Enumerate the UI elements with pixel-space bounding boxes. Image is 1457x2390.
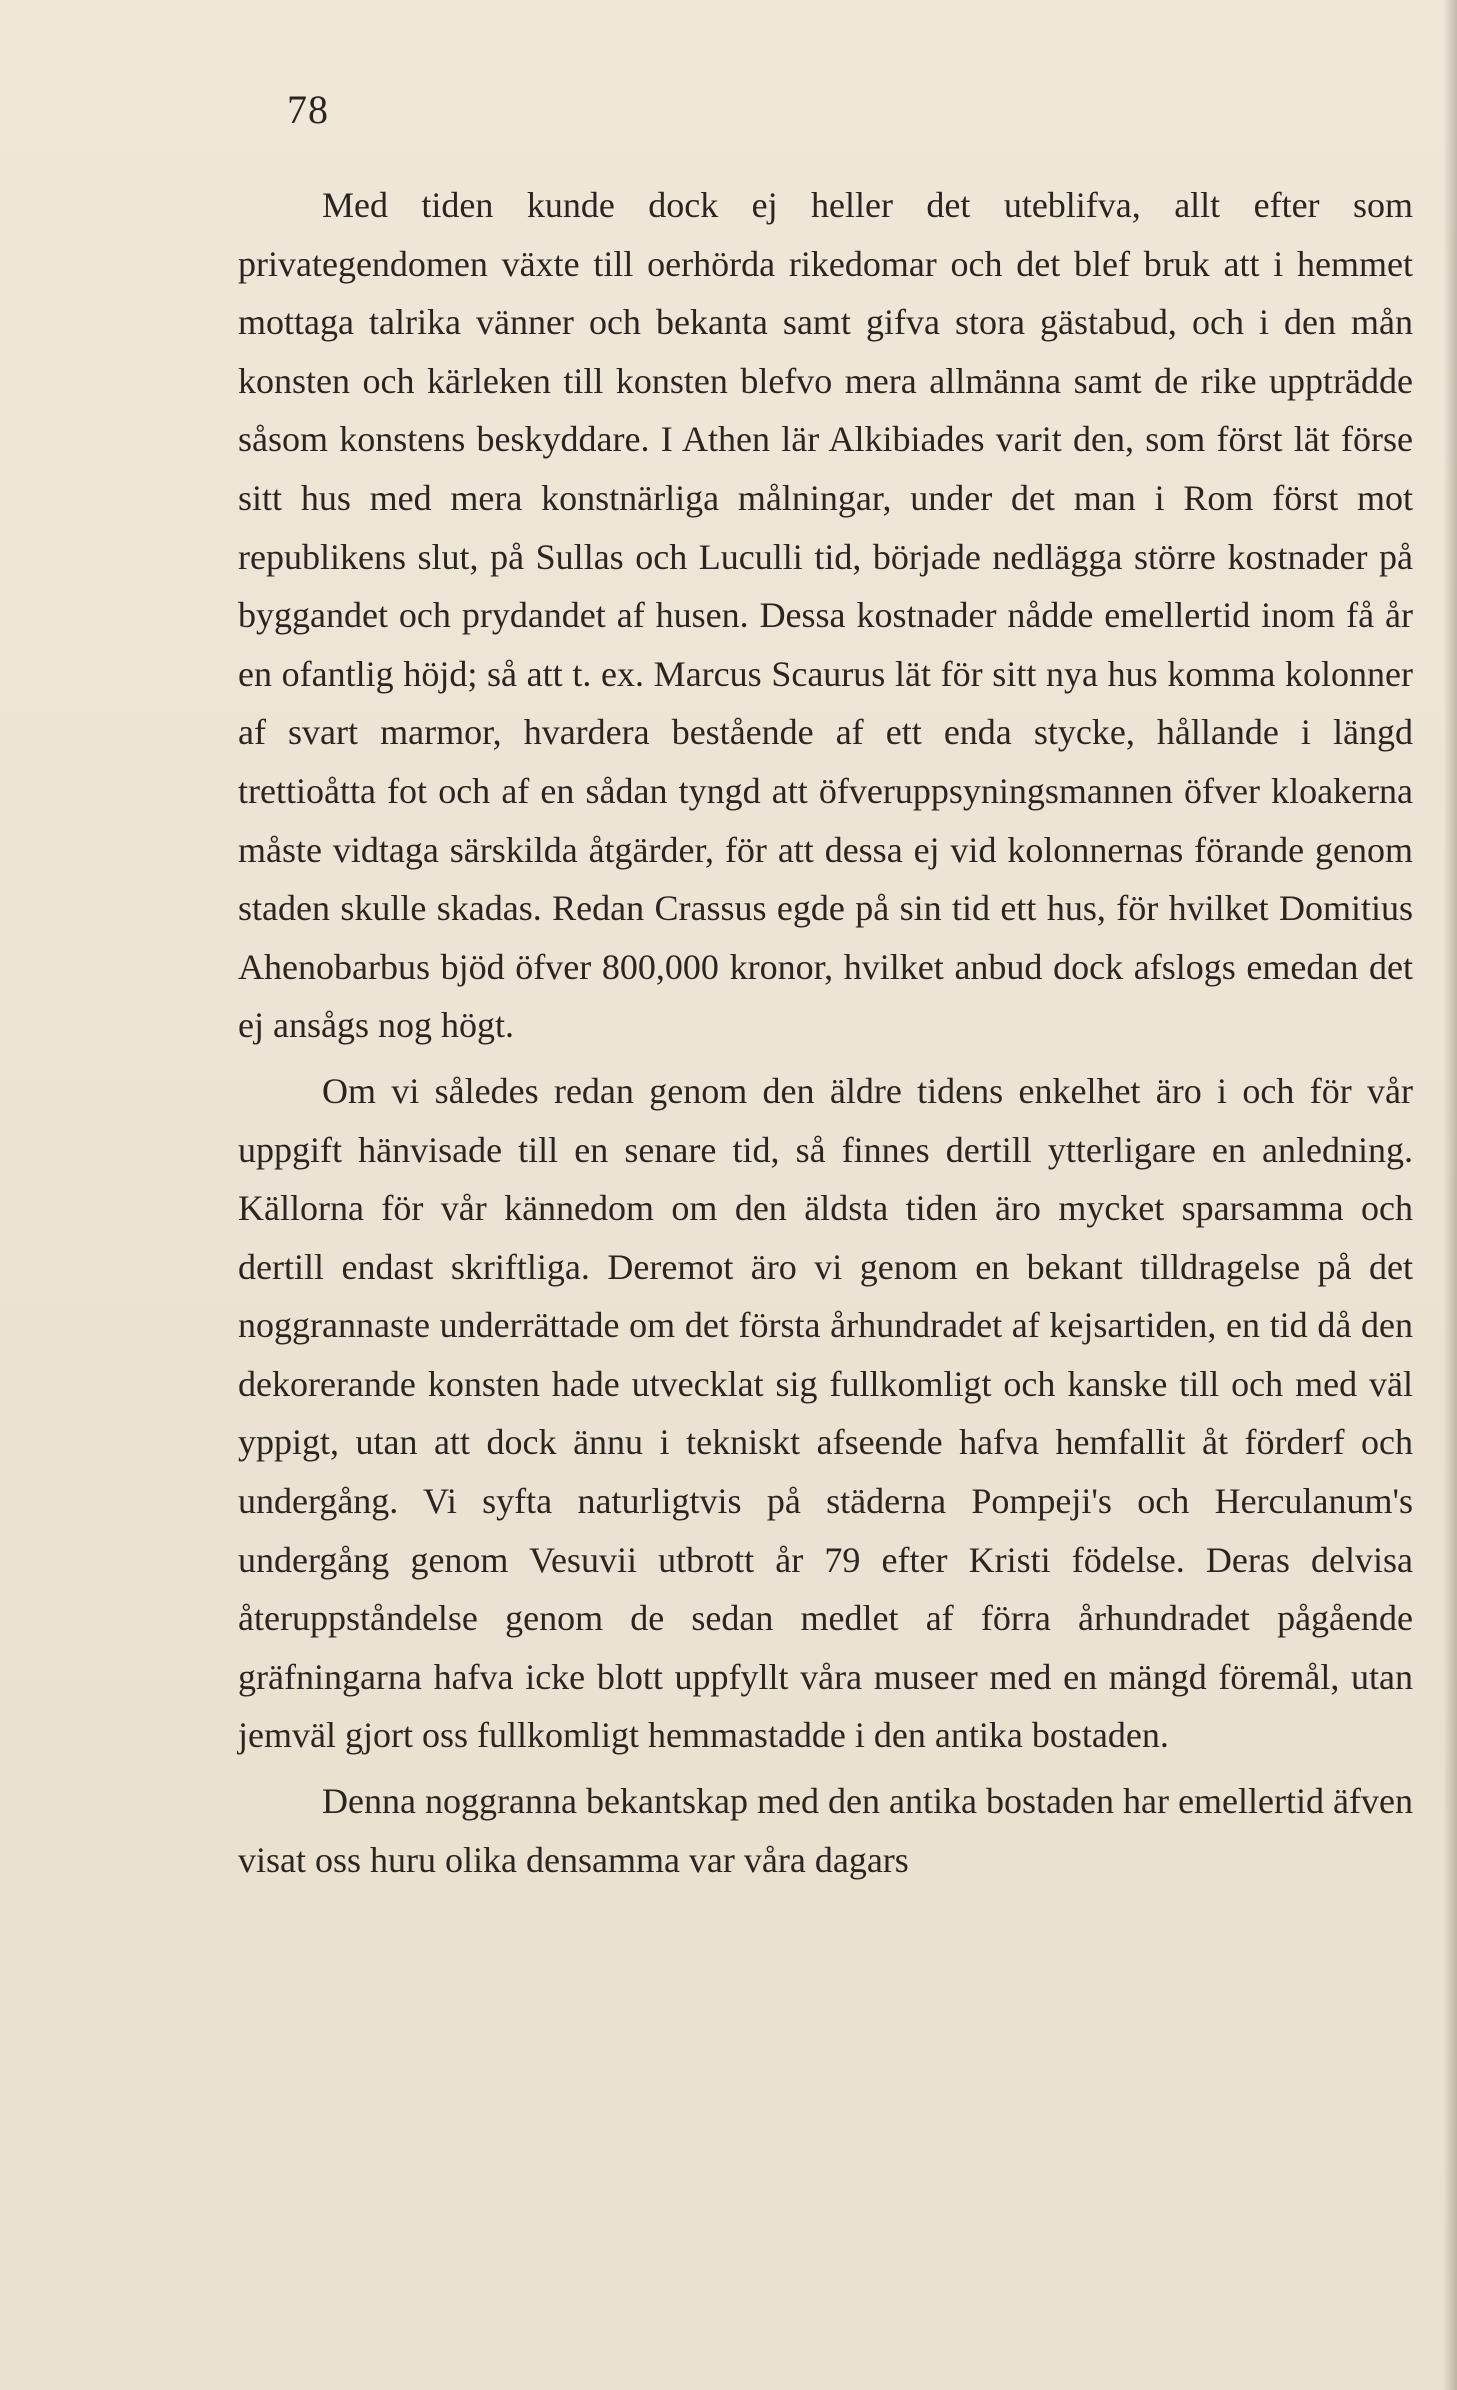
page-edge-shadow: [1443, 0, 1457, 2390]
paragraph-1: Med tiden kunde dock ej heller det uteblifva, allt efter som privategendomen växte till oerhörda rikedomar och det blef bruk att i hemmet mottaga talrika vänner och bekanta samt gifva stora gästabud, och i den mån konsten och kärleken till konsten blefvo mera allmänna samt de rike uppträdde såsom konstens beskyddare. I Athen lär Alkibiades varit den, som först lät förse sitt hus med mera konstnärliga målningar, under det man i Rom först mot republikens slut, på Sullas och Luculli tid, började nedlägga större kostnader på byggandet och prydandet af husen. Dessa kostnader nådde emellertid inom få år en ofantlig höjd; så att t. ex. Marcus Scaurus lät för sitt nya hus komma kolonner af svart marmor, hvardera bestående af ett enda stycke, hållande i längd trettioåtta fot och af en sådan tyngd att öfveruppsyningsmannen öfver kloakerna måste vidtaga särskilda åtgärder, för att dessa ej vid kolonnernas förande genom staden skulle skadas. Redan Crassus egde på sin tid ett hus, för hvilket Domitius Ahenobarbus bjöd öfver 800,000 kronor, hvilket anbud dock afslogs emedan det ej ansågs nog högt.: [238, 185, 1413, 1046]
page-number: 78: [287, 87, 329, 132]
paragraph-3: Denna noggranna bekantskap med den antika bostaden har emellertid äfven visat oss huru olika densamma var våra dagars: [238, 1781, 1413, 1880]
paragraph-2: Om vi således redan genom den äldre tidens enkelhet äro i och för vår uppgift hänvisade till en senare tid, så finnes dertill ytterligare en anledning. Källorna för vår kännedom om den äldsta tiden äro mycket sparsamma och dertill endast skriftliga. Deremot äro vi genom en bekant tilldragelse på det noggrannaste underrättade om det första århundradet af kejsartiden, en tid då den dekorerande konsten hade utvecklat sig fullkomligt och kanske till och med väl yppigt, utan att dock ännu i tekniskt afseende hafva hemfallit åt förderf och undergång. Vi syfta naturligtvis på städerna Pompeji's och Herculanum's undergång genom Vesuvii utbrott år 79 efter Kristi födelse. Deras delvisa återuppståndelse genom de sedan medlet af förra århundradet pågående gräfningarna hafva icke blott uppfyllt våra museer med en mängd föremål, utan jemväl gjort oss fullkomligt hemmastadde i den antika bostaden.: [238, 1070, 1413, 1756]
body-text: [238, 176, 1413, 1889]
